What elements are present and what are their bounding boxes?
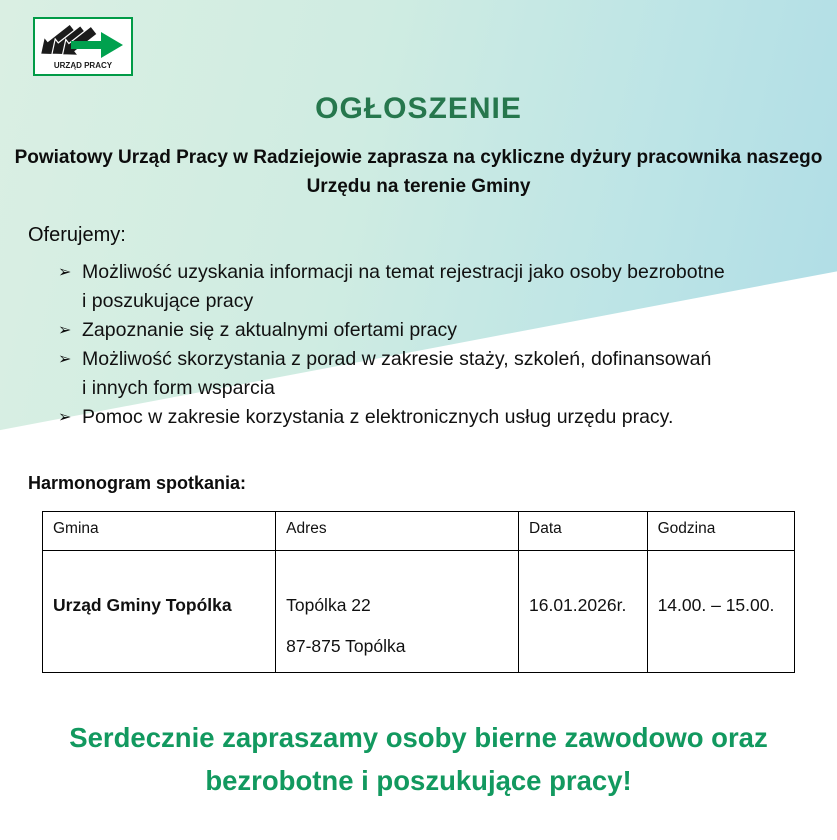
subtitle-line: Urzędu na terenie Gminy — [306, 176, 531, 197]
closing-invitation-line: Serdecznie zapraszamy osoby bierne zawodowo oraz — [69, 722, 768, 753]
closing-invitation-line: bezrobotne i poszukujące pracy! — [205, 765, 632, 796]
column-header-gmina: Gmina — [43, 512, 276, 551]
cell-adres — [276, 551, 519, 673]
arrow-bullet-icon: ➢ — [58, 264, 72, 281]
list-item-text: Możliwość uzyskania informacji na temat rejestracji jako osoby bezrobotne i poszukujące pracy — [82, 261, 725, 312]
schedule-table — [42, 511, 795, 673]
cell-gmina: Urząd Gminy Topólka — [43, 551, 276, 673]
adres-line: 87-875 Topólka — [286, 636, 406, 656]
column-header-adres: Adres — [276, 512, 519, 551]
table-header-row — [43, 512, 795, 551]
page-title: OGŁOSZENIE — [315, 92, 522, 125]
list-item — [58, 403, 758, 432]
list-item-text: Zapoznanie się z aktualnymi ofertami pracy — [82, 319, 458, 341]
offer-list — [58, 258, 758, 432]
logo-label: URZĄD PRACY — [53, 61, 113, 70]
table-row — [43, 551, 795, 673]
cell-godzina: 14.00. – 15.00. — [647, 551, 794, 673]
intro-label: Oferujemy: — [28, 224, 126, 246]
schedule-heading: Harmonogram spotkania: — [28, 473, 247, 493]
list-item-text: Pomoc w zakresie korzystania z elektronicznych usług urzędu pracy. — [82, 406, 674, 428]
subtitle-line: Powiatowy Urząd Pracy w Radziejowie zaprasza na cykliczne dyżury pracownika naszego — [14, 147, 823, 168]
closing-invitation — [0, 716, 837, 802]
urzad-pracy-logo-image — [33, 17, 133, 76]
list-item — [58, 316, 758, 345]
list-item — [58, 258, 758, 316]
column-header-data: Data — [519, 512, 648, 551]
arrow-bullet-icon: ➢ — [58, 351, 72, 368]
arrow-bullet-icon: ➢ — [58, 409, 72, 426]
cell-data: 16.01.2026r. — [519, 551, 648, 673]
arrow-bullet-icon: ➢ — [58, 322, 72, 339]
list-item — [58, 345, 758, 403]
adres-line: Topólka 22 — [286, 595, 371, 615]
column-header-godzina: Godzina — [647, 512, 794, 551]
list-item-text: Możliwość skorzystania z porad w zakresie staży, szkoleń, dofinansowań i innych form wsparcia — [82, 348, 712, 399]
subtitle — [0, 143, 837, 201]
urzad-pracy-logo — [33, 17, 133, 76]
